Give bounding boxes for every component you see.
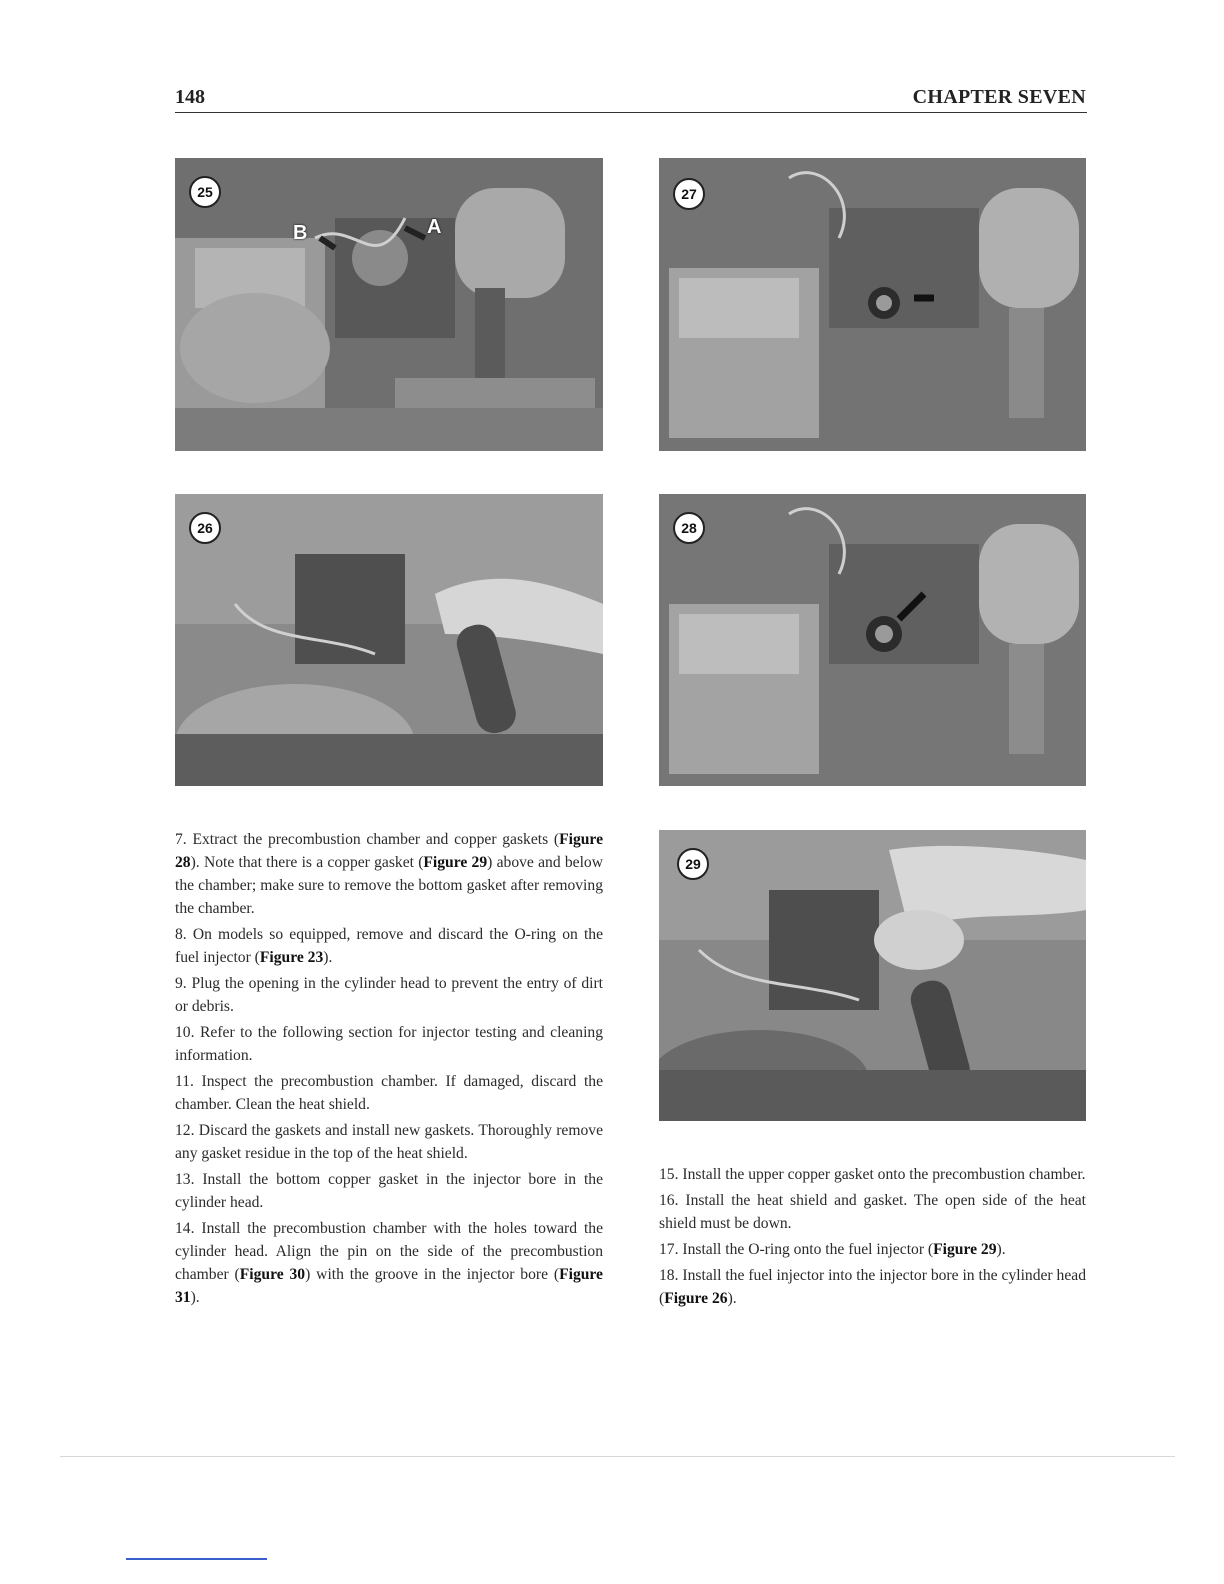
step-18: 18. Install the fuel injector into the injector bore in the cylinder head (Figure 26). <box>659 1267 1086 1307</box>
chapter-title: CHAPTER SEVEN <box>912 86 1086 108</box>
figure-number-badge: 26 <box>189 512 221 544</box>
step-8: 8. On models so equipped, remove and discard the O-ring on the fuel injector (Figure 23). <box>175 926 603 966</box>
step-7: 7. Extract the precombustion chamber and copper gaskets (Figure 28). Note that there is a copper gasket (Figure 29) above and below the chamber; make sure to remove the bottom gasket after removing the chamber. <box>175 831 603 917</box>
footer-accent-line <box>126 1558 267 1560</box>
right-text-column <box>659 1163 1086 1313</box>
figure-ref: Figure 28 <box>175 831 603 871</box>
figure-28-photo <box>659 494 1086 786</box>
step-13: 13. Install the bottom copper gasket in the injector bore in the cylinder head. <box>175 1171 603 1211</box>
figure-number-badge: 25 <box>189 176 221 208</box>
figure-ref: Figure 30 <box>239 1266 306 1283</box>
figure-number-badge: 29 <box>677 848 709 880</box>
step-12: 12. Discard the gaskets and install new gaskets. Thoroughly remove any gasket residue in the top of the heat shield. <box>175 1122 603 1162</box>
figure-number-badge: 28 <box>673 512 705 544</box>
figure-ref: Figure 31 <box>175 1266 603 1306</box>
page-number: 148 <box>175 86 205 108</box>
figure-25-photo <box>175 158 603 451</box>
figure-ref: Figure 26 <box>664 1290 728 1307</box>
step-11: 11. Inspect the precombustion chamber. If damaged, discard the chamber. Clean the heat shield. <box>175 1073 603 1113</box>
step-16: 16. Install the heat shield and gasket. The open side of the heat shield must be down. <box>659 1192 1086 1232</box>
figure-29-photo <box>659 830 1086 1121</box>
figure-27-photo <box>659 158 1086 451</box>
figure-ref: Figure 23 <box>259 949 324 966</box>
figure-ref: Figure 29 <box>423 854 488 871</box>
step-17: 17. Install the O-ring onto the fuel injector (Figure 29). <box>659 1241 1006 1258</box>
step-10: 10. Refer to the following section for injector testing and cleaning information. <box>175 1024 603 1064</box>
step-14: 14. Install the precombustion chamber with the holes toward the cylinder head. Align the pin on the side of the precombustion chamber (Figure 30) with the groove in the injector bore (Figure 31). <box>175 1220 603 1306</box>
figure-ref: Figure 29 <box>933 1241 997 1258</box>
footer-divider <box>60 1456 1175 1457</box>
header-rule <box>175 112 1087 113</box>
step-15: 15. Install the upper copper gasket onto the precombustion chamber. <box>659 1166 1086 1183</box>
callout-b: B <box>293 222 308 244</box>
figure-number-badge: 27 <box>673 178 705 210</box>
step-9: 9. Plug the opening in the cylinder head to prevent the entry of dirt or debris. <box>175 975 603 1015</box>
left-text-column <box>175 828 603 1312</box>
callout-a: A <box>427 216 442 238</box>
figure-26-photo <box>175 494 603 786</box>
